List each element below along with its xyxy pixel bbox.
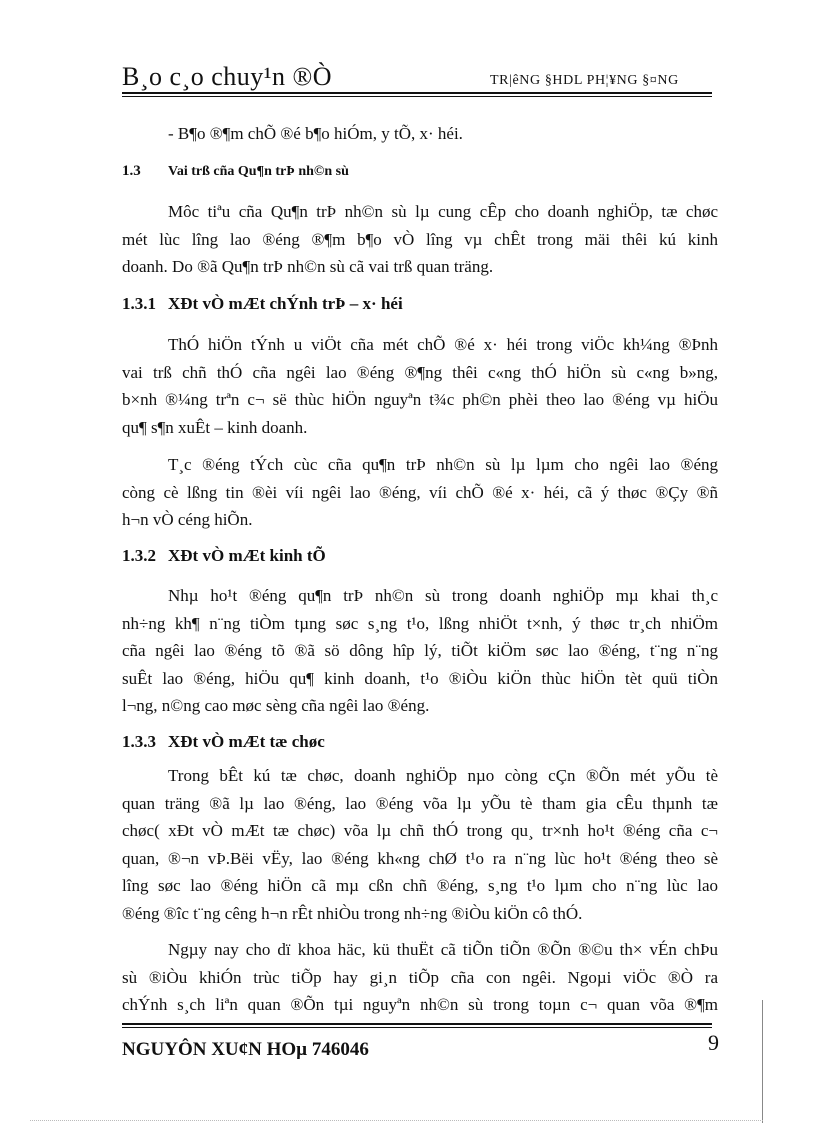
header-rule <box>122 92 712 94</box>
paragraph-1-3-3-a: Trong bÊt kú tæ chøc, doanh nghiÖp nµo còng cÇn ®Õn mét yÕu tè quan träng ®ã lµ lao ®éng, lao ®éng võa lµ yÕu tè tham gia cÊu thµnh tæ chøc( xÐt vÒ mÆt tæ chøc) võa lµ chñ thÓ trong qu¸ tr×nh ho¹t ®éng cña c¬ quan, ®¬n vÞ.Bëi vËy, lao ®éng kh«ng chØ t¹o ra n¨ng lùc ho¹t ®éng theo sè lîng søc lao ®éng hiÖn cã mµ cßn chñ ®éng, s¸ng t¹o lµm cho n¨ng lùc lao ®éng ®îc t¨ng cêng h¬n rÊt nhiÒu trong nh÷ng ®iÒu kiÖn cô thÓ. <box>122 766 718 923</box>
header-rule-thin <box>122 96 712 97</box>
paragraph-1-3-3-b: Ngµy nay cho dï khoa häc, kü thuËt cã tiÕn tiÕn ®Õn ®©u th× vÉn chÞu sù ®iÒu khiÓn trùc tiÕp hay gi¸n tiÕp cña con ngêi. Ngoµi viÖc ®Ò ra chÝnh s¸ch liªn quan ®Õn tµi nguyªn nh©n sù trong toµn c¬ quan võa ®¶m <box>122 940 718 1014</box>
page-number: 9 <box>708 1030 719 1055</box>
paragraph-1-3-2: Nhµ ho¹t ®éng qu¶n trÞ nh©n sù trong doanh nghiÖp mµ khai th¸c nh÷ng kh¶ n¨ng tiÒm tµng søc s¸ng t¹o, lßng nhiÖt t×nh, ý thøc tr¸ch nhiÖm cña ngêi lao ®éng tõ ®ã sö dông hîp lý, tiÕt kiÖm søc lao ®éng, t¨ng n¨ng suÊt lao ®éng, hiÖu qu¶ kinh doanh, t¹o ®iÒu kiÖn thùc hiÖn tèt quü tiÒn l¬ng, n©ng cao møc sèng cña ngêi lao ®éng. <box>122 586 718 715</box>
university-name: TR|êNG §HDL PH¦¥NG §¤NG <box>490 73 679 88</box>
section-heading-1-3-3: 1.3.3 XÐt vÒ mÆt tæ chøc <box>122 732 325 751</box>
paragraph-1-3-1-b: T¸c ®éng tÝch cùc cña qu¶n trÞ nh©n sù lµ lµm cho ngêi lao ®éng còng cè lßng tin ®èi víi ngêi lao ®éng, víi chÕ ®é x· héi, cã ý thøc ®Çy ®ñ h¬n vÒ céng hiÕn. <box>122 455 718 529</box>
author-id: NGUYÔN XU¢N HOµ 746046 <box>122 1039 369 1060</box>
page-border-right <box>762 1000 763 1123</box>
paragraph-1-3-1-a: ThÓ hiÖn tÝnh u viÖt cña mét chÕ ®é x· héi trong viÖc kh¼ng ®Þnh vai trß chñ thÓ cña ngêi lao ®éng ®¶ng thêi c«ng thÓ hiÖn sù c«ng b»ng, b×nh ®¼ng trªn c¬ së thùc hiÖn nguyªn t¾c ph©n phèi theo lao ®éng vµ hiÖu qu¶ s¶n xuÊt – kinh doanh. <box>122 335 718 437</box>
report-title: B¸o c¸o chuy¹n ®Ò <box>122 62 333 91</box>
paragraph-1-3: Môc tiªu cña Qu¶n trÞ nh©n sù lµ cung cÊp cho doanh nghiÖp, tæ chøc mét lùc lîng lao ®éng ®¶m b¶o vÒ lîng vµ chÊt trong mäi thêi kú kinh doanh. Do ®ã Qu¶n trÞ nh©n sù cã vai trß quan träng. <box>122 202 718 276</box>
section-heading-1-3-2: 1.3.2 XÐt vÒ mÆt kinh tÕ <box>122 546 326 565</box>
section-heading-1-3-1: 1.3.1 XÐt vÒ mÆt chÝnh trÞ – x· héi <box>122 294 403 313</box>
footer-rule <box>122 1023 712 1025</box>
bullet-line: - B¶o ®¶m chÕ ®é b¶o hiÓm, y tÕ, x· héi. <box>168 124 463 143</box>
page-border-bottom <box>30 1120 763 1122</box>
footer-rule-thin <box>122 1027 712 1028</box>
section-heading-1-3: 1.3 Vai trß cña Qu¶n trÞ nh©n sù <box>122 163 349 179</box>
